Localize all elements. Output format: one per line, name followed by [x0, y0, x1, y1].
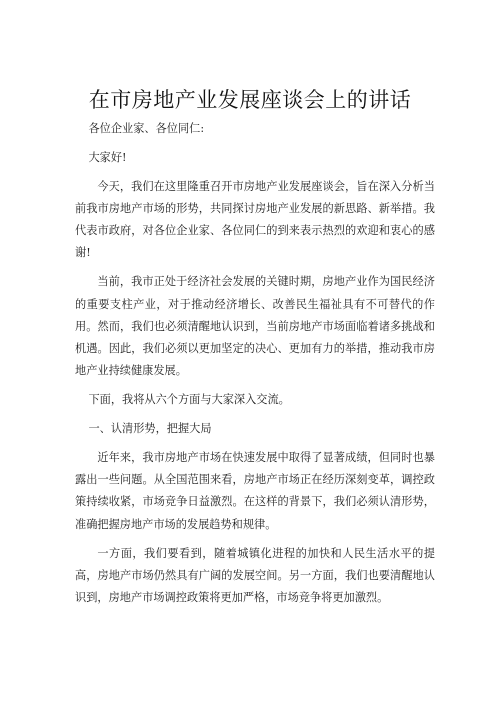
greeting: 大家好!	[88, 150, 127, 164]
section-heading-1: 一、认清形势，把握大局	[88, 422, 212, 436]
paragraph-opening: 今天，我们在这里隆重召开市房地产业发展座谈会，旨在深入分析当前我市房地产市场的形势，共同探讨房地产业发展的新思路、新举措。我代表市政府，对各位企业家、各位同仁的到来表示热烈的欢迎和衷心的感谢!	[75, 179, 435, 260]
paragraph-section-1a: 近年来，我市房地产市场在快速发展中取得了显著成绩，但同时也暴露出一些问题。从全国范围来看，房地产市场正在经历深刻变革，调控政策持续收紧，市场竞争日益激烈。在这样的背景下，我们必须认清形势，准确把握房地产市场的发展趋势和规律。	[75, 450, 435, 531]
paragraph-context: 当前，我市正处于经济社会发展的关键时期，房地产业作为国民经济的重要支柱产业，对于推动经济增长、改善民生福祉具有不可替代的作用。然而，我们也必须清醒地认识到，当前房地产市场面临着诸多挑战和机遇。因此，我们必须以更加坚定的决心、更加有力的举措，推动我市房地产业持续健康发展。	[75, 275, 435, 378]
paragraph-section-1b: 一方面，我们要看到，随着城镇化进程的加快和人民生活水平的提高，房地产市场仍然具有广阔的发展空间。另一方面，我们也要清醒地认识到，房地产市场调控政策将更加严格，市场竞争将更加激烈。	[75, 546, 435, 605]
document-title: 在市房地产业发展座谈会上的讲话	[88, 88, 412, 112]
salutation: 各位企业家、各位同仁:	[88, 122, 205, 135]
document-body	[75, 118, 435, 616]
paragraph-transition: 下面，我将从六个方面与大家深入交流。	[88, 393, 290, 407]
